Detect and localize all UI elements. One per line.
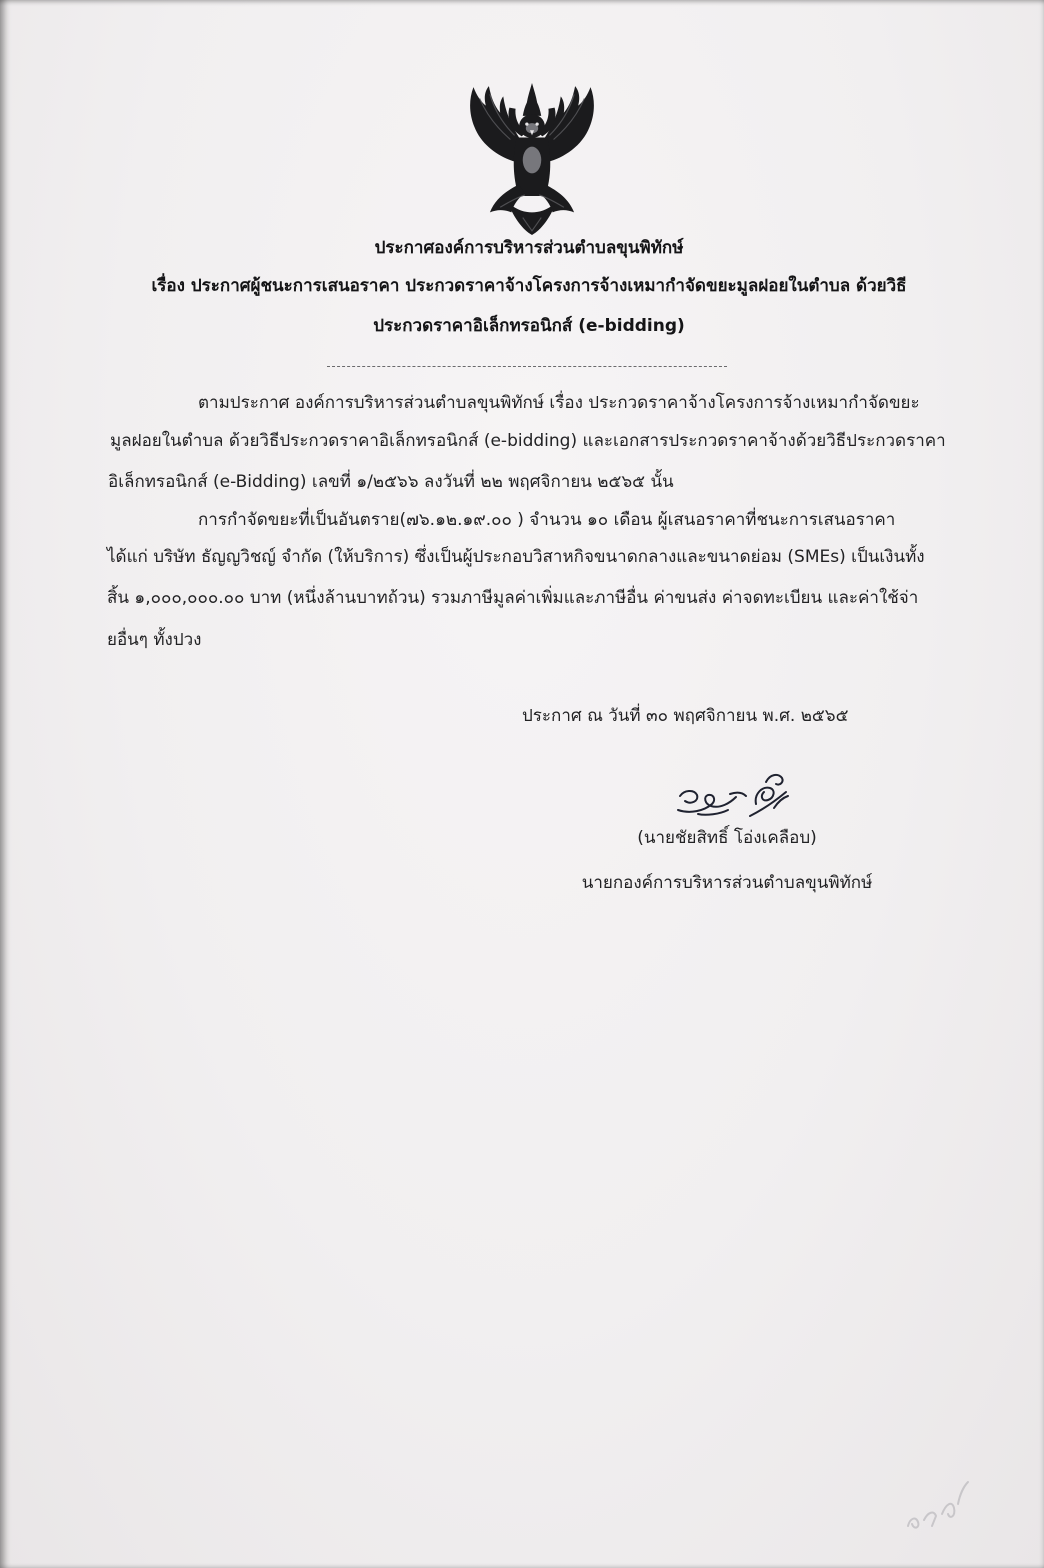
signer-position: นายกองค์การบริหารส่วนตำบลขุนพิทักษ์: [581, 873, 873, 893]
announcement-title: ประกาศองค์การบริหารส่วนตำบลขุนพิทักษ์: [374, 238, 684, 258]
subject-line: ประกวดราคาอิเล็กทรอนิกส์ (e-bidding): [373, 316, 685, 336]
body-line: มูลฝอยในตำบล ด้วยวิธีประกวดราคาอิเล็กทรอนิกส์ (e-bidding) และเอกสารประกวดราคาจ้างด้วยวิธีประกวดราคา: [110, 431, 946, 451]
faint-handwritten-mark: [902, 1474, 972, 1534]
body-line: ยอื่นๆ ทั้งปวง: [107, 630, 202, 650]
signer-name: (นายชัยสิทธิ์ โอ่งเคลือบ): [637, 828, 817, 848]
body-line: สิ้น ๑,๐๐๐,๐๐๐.๐๐ บาท (หนึ่งล้านบาทถ้วน) รวมภาษีมูลค่าเพิ่มและภาษีอื่น ค่าขนส่ง ค่าจดทะเบียน และค่าใช้จ่า: [107, 588, 919, 608]
body-line: ตามประกาศ องค์การบริหารส่วนตำบลขุนพิทักษ์ เรื่อง ประกวดราคาจ้างโครงการจ้างเหมากำจัดขยะ: [198, 393, 920, 413]
handwritten-signature: [670, 770, 798, 826]
body-line: อิเล็กทรอนิกส์ (e-Bidding) เลขที่ ๑/๒๕๖๖ ลงวันที่ ๒๒ พฤศจิกายน ๒๕๖๕ นั้น: [108, 472, 674, 492]
garuda-emblem: [464, 82, 600, 236]
divider-line: [327, 366, 727, 367]
subject-line: เรื่อง ประกาศผู้ชนะการเสนอราคา ประกวดราคาจ้างโครงการจ้างเหมากำจัดขยะมูลฝอยในตำบล ด้วยวิธี: [151, 276, 907, 296]
body-line: การกำจัดขยะที่เป็นอันตราย(๗๖.๑๒.๑๙.๐๐ ) จำนวน ๑๐ เดือน ผู้เสนอราคาที่ชนะการเสนอราคา: [198, 510, 896, 530]
announcement-date: ประกาศ ณ วันที่ ๓๐ พฤศจิกายน พ.ศ. ๒๕๖๕: [522, 706, 849, 726]
body-line: ได้แก่ บริษัท ธัญญวิชญ์ จำกัด (ให้บริการ) ซึ่งเป็นผู้ประกอบวิสาหกิจขนาดกลางและขนาดย่อม (SMEs) เป็นเงินทั้ง: [107, 547, 925, 567]
